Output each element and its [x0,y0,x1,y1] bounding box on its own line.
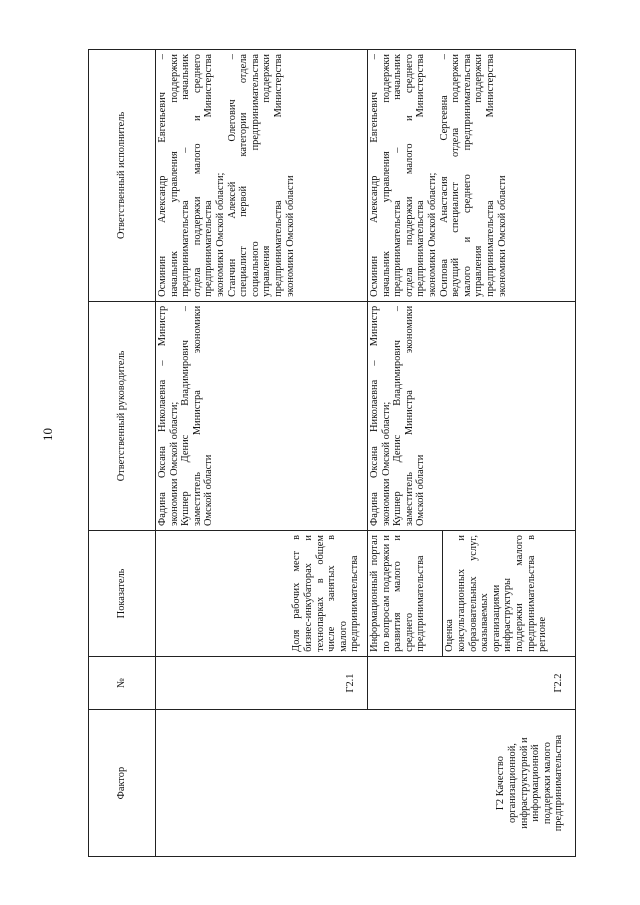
leader-line: заместитель Министра экономики [191,305,203,526]
executor-line: экономики Омской области [284,175,296,297]
indicator-line: предпринимательства в [525,535,537,652]
leader-line: Кушнер Денис Владимирович – [180,305,192,526]
executor-line: начальник управления поддержки [380,54,392,297]
header-row [89,50,156,857]
indicator-line: поддержки малого [513,535,525,652]
indicator-line: развития малого и [392,535,404,652]
indicator-line: малого [337,621,349,652]
executor-line: управления поддержки [261,54,273,297]
executor-line: предпринимательства Министерства [415,54,427,297]
factor-line: предпринимательства [553,734,565,832]
executor-line: социального предпринимательства [249,54,261,297]
header-number: № [89,656,156,709]
executor-line: предпринимательства Министерства [272,54,284,297]
executor-line: Станчин Алексей Олегович – [226,54,238,297]
row-number: Г2.2 [368,656,576,709]
indicator-cell [156,531,368,657]
leader-line: заместитель Министра экономики [403,305,415,526]
indicator-cell [368,531,443,657]
executor-line: ведущий специалист отдела поддержки [450,54,462,297]
executor-line: Осминин Александр Евгеньевич – [369,54,380,297]
executor-line: управления поддержки [473,54,485,297]
header-factor: Фактор [89,710,156,857]
indicator-line: Доля рабочих мест в [291,535,303,652]
leader-line: Омской области [203,454,215,526]
table-row-g2-1 [156,50,368,857]
factor-line: инфраструктурной и [518,737,530,829]
indicator-line: консультационных и [455,535,467,652]
executor-line: начальник управления поддержки [168,54,180,297]
row-number: Г2.1 [156,656,368,709]
executor-line: экономики Омской области [496,175,508,297]
leader-line: Фадина Оксана Николаевна – Министр [157,305,168,526]
indicator-line: бизнес-инкубаторах и [303,535,315,652]
executor-line: экономики Омской области; [426,172,438,297]
indicator-line: Информационный портал [369,535,380,652]
responsibility-table [88,49,576,857]
factor-cell [156,710,576,857]
executor-line: специалист первой категории отдела [238,54,250,297]
leader-line: Омской области [415,454,427,526]
leader-line: Кушнер Денис Владимирович – [392,305,404,526]
indicator-line: образовательных услуг, [467,535,479,652]
rotated-table-wrapper [88,49,576,857]
executor-line: предпринимательства Министерства [203,54,215,297]
indicator-line: числе занятых в [326,535,338,652]
indicator-line: Оценка [444,619,456,652]
indicator-cell [443,531,576,657]
leader-cell [156,301,368,530]
indicator-line: предпринимательства [415,555,427,652]
indicator-line: технопарках в общем [314,535,326,652]
indicator-line: оказываемых [479,593,491,652]
header-leader: Ответственный руководитель [89,301,156,530]
header-executor: Ответственный исполнитель [89,50,156,302]
leader-line: экономики Омской области; [168,401,180,526]
executor-line: Осминин Александр Евгеньевич – [157,54,168,297]
executor-line: отдела поддержки малого и среднего [403,54,415,297]
indicator-line: организациями [490,584,502,652]
executor-line: предпринимательства – начальник [392,54,404,297]
executor-cell [156,50,368,302]
page-number: 10 [40,428,55,441]
factor-line: организационной, [507,743,519,824]
executor-line: предпринимательства – начальник [180,54,192,297]
indicator-line: инфраструктуры [502,578,514,652]
executor-line: отдела поддержки малого и среднего [191,54,203,297]
leader-line: Фадина Оксана Николаевна – Министр [369,305,380,526]
factor-line: Г2 Качество [495,756,507,811]
executor-line: Осипова Анастасия Сергеевна – [438,54,450,297]
leader-cell [368,301,576,530]
executor-line: малого и среднего предпринимательства [461,54,473,297]
indicator-line: по вопросам поддержки и [380,535,392,652]
indicator-line: регионе [537,616,549,652]
executor-line: предпринимательства Министерства [484,54,496,297]
factor-line: поддержки малого [541,742,553,825]
header-indicator: Показатель [89,531,156,657]
factor-line: информационной [530,744,542,822]
executor-line: экономики Омской области; [214,172,226,297]
leader-line: экономики Омской области; [380,401,392,526]
executor-cell [368,50,576,302]
indicator-line: среднего [403,612,415,652]
indicator-line: предпринимательства [349,555,361,652]
